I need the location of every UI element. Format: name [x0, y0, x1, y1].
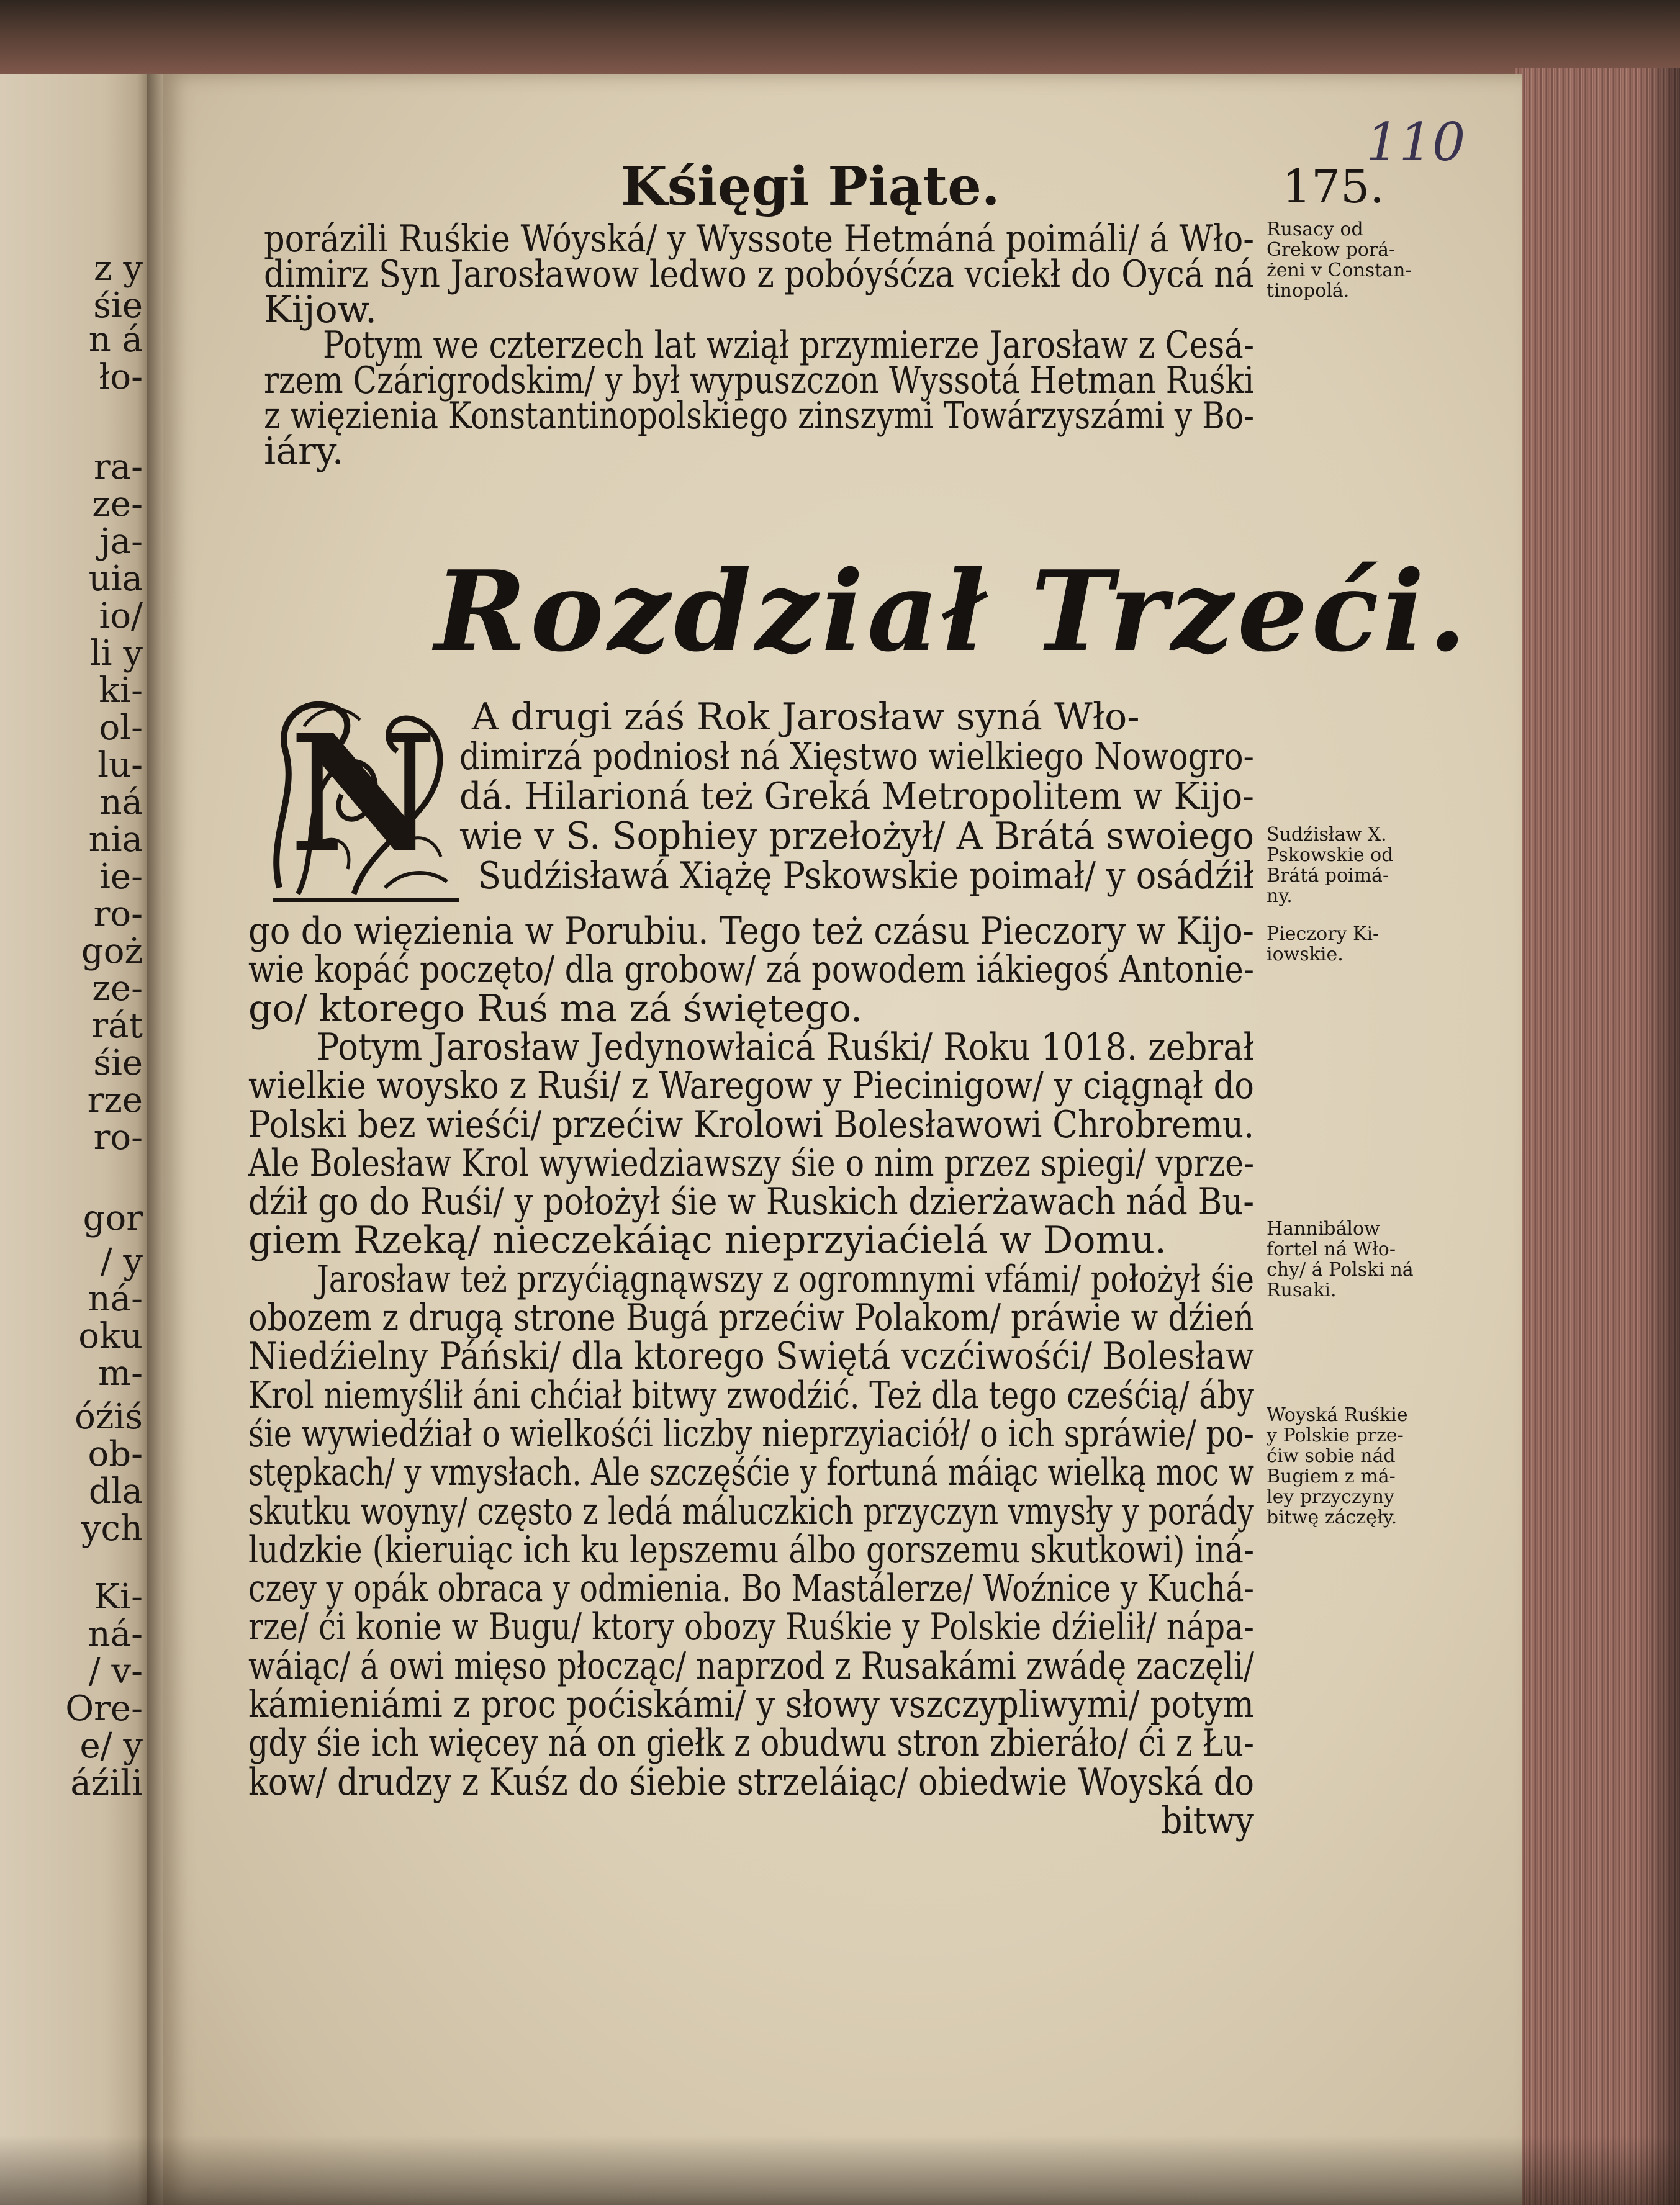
text-line: rze/ ći konie w Bugu/ ktory obozy Ruśkie y Polskie dźielił/ nápa-: [248, 1605, 1254, 1649]
left-page-fragment: ná: [99, 782, 143, 823]
marginal-note-line: Bugiem z má-: [1267, 1466, 1396, 1487]
marginal-note-line: tinopolá.: [1267, 280, 1350, 302]
marginal-note-line: chy/ á Polski ná: [1267, 1259, 1414, 1281]
text-line: czey y opák obraca y odmienia. Bo Mastálerze/ Woźnice y Kuchá-: [248, 1567, 1254, 1611]
text-line: śie wywiedźiał o wielkośći liczby nieprzyiaciół/ o ich spráwie/ po-: [248, 1412, 1254, 1456]
marginal-note-line: y Polskie prze-: [1267, 1425, 1404, 1446]
left-page-fragment: rát: [91, 1006, 143, 1046]
text-line: Niedźielny Páński/ dla ktorego Swiętá vczćiwośći/ Bolesław: [248, 1335, 1254, 1379]
left-page-fragment: nia: [88, 819, 143, 860]
left-page-fragment: li y: [89, 633, 143, 674]
text-line: Jarosław też przyćiągnąwszy z ogromnymi vfámi/ położył śie: [317, 1257, 1254, 1301]
marginal-note-line: fortel ná Wło-: [1267, 1238, 1396, 1260]
marginal-note-line: Sudźisław X.: [1267, 824, 1387, 845]
marginal-note-line: żeni v Constan-: [1267, 259, 1412, 281]
text-line: Kijow.: [264, 288, 377, 331]
text-line: giem Rzeką/ nieczekáiąc nieprzyiaćielá w Domu.: [248, 1219, 1167, 1263]
text-line: gdy śie ich więcey ná on giełk z obudwu stron zbieráło/ ći z Łu-: [248, 1721, 1254, 1765]
left-page-fragment: gor: [83, 1198, 143, 1238]
left-page-fragment: lu-: [97, 745, 143, 785]
left-page-fragment: uia: [88, 559, 143, 599]
text-line: Ale Bolesław Krol wywiedziawszy śie o nim przez spiegi/ vprze-: [248, 1141, 1254, 1185]
marginal-note-line: Brátá poimá-: [1267, 865, 1389, 886]
chapter-title: Rozdział Trzeći.: [435, 546, 1471, 676]
text-line: dźił go do Ruśi/ y położył śie w Ruskich dzierżawach nád Bu-: [248, 1180, 1254, 1224]
text-line: Polski bez wieśći/ przećiw Krolowi Bolesławowi Chrobremu.: [248, 1102, 1254, 1147]
left-page-fragment: ro-: [93, 1117, 143, 1158]
text-line: z więzienia Konstantinopolskiego zinszymi Towárzyszámi y Bo-: [264, 394, 1254, 438]
text-line: kámieniámi z proc poćiskámi/ y słowy vszczypliwymi/ potym: [248, 1683, 1254, 1726]
book-fore-edge: [1515, 68, 1680, 2205]
text-line: skutku woyny/ często z ledá máluczkich przyczyn vmysły y porády: [248, 1489, 1254, 1533]
marginal-note-line: Rusacy od: [1267, 219, 1363, 240]
marginal-note-line: bitwę záczęły.: [1267, 1507, 1398, 1528]
text-line: iáry.: [264, 430, 344, 473]
text-line: go do więzienia w Porubiu. Tego też czásu Pieczory w Kijo-: [248, 909, 1254, 953]
left-page-fragment: dla: [88, 1471, 143, 1512]
left-page-fragment: ol-: [99, 708, 143, 748]
left-page-fragment: Ore-: [65, 1689, 143, 1729]
left-page-fragment: ło-: [99, 357, 143, 397]
text-line: wáiąc/ á owi mięso płocząc/ naprzod z Rusakámi zwádę zaczęli/: [248, 1644, 1254, 1688]
running-head: Kśięgi Piąte.: [621, 155, 1000, 218]
left-page-fragment: śie: [93, 1043, 143, 1083]
text-line: Sudźisławá Xiążę Pskowskie poimał/ y osádźił: [478, 854, 1254, 898]
left-page-fragment: ná-: [88, 1614, 143, 1654]
text-line: wielkie woysko z Ruśi/ z Waregow y Piecinigow/ y ciągnął do: [248, 1064, 1254, 1108]
marginal-note-line: Hannibálow: [1267, 1218, 1380, 1240]
decorated-initial: [261, 683, 466, 913]
left-page-fragment: rze: [87, 1080, 143, 1121]
bottom-shadow: [0, 2135, 1680, 2205]
left-page-fragment: śie: [93, 286, 143, 326]
left-page-fragment: ná-: [88, 1279, 143, 1319]
marginal-note-line: Grekow porá-: [1267, 239, 1396, 261]
left-page-fragment: m-: [97, 1353, 143, 1394]
text-line: dá. Hilarioná też Greká Metropolitem w Kijo-: [459, 775, 1254, 818]
text-line: A drugi záś Rok Jarosław syná Wło-: [472, 695, 1140, 739]
left-page-fragment: Ki-: [94, 1577, 143, 1617]
left-page-fragment: z y: [94, 248, 143, 289]
text-line: kow/ drudzy z Kuśz do śiebie strzeláiąc/ obiedwie Woyská do: [248, 1760, 1254, 1804]
text-line: Potym Jarosław Jedynowłaicá Ruśki/ Roku 1018. zebrał: [317, 1025, 1254, 1069]
marginal-note-line: Woyská Ruśkie: [1267, 1404, 1408, 1426]
left-page-fragment: ze-: [92, 484, 143, 525]
text-line: Krol niemyślił áni chćiał bitwy zwodźić. Też dla tego cześćią/ áby: [248, 1373, 1254, 1417]
marginal-note-line: ley przyczyny: [1267, 1486, 1394, 1508]
marginal-note-line: Pieczory Ki-: [1267, 923, 1380, 945]
left-page-fragment: ja-: [99, 521, 143, 562]
left-page-fragment: áźili: [70, 1763, 143, 1803]
left-page-text-fragments: [0, 0, 147, 2205]
left-page-fragment: óźiś: [75, 1397, 143, 1437]
left-page-fragment: ob-: [88, 1434, 143, 1474]
text-line: rzem Czárigrodskim/ y był wypuszczon Wyssotá Hetman Ruśki: [264, 359, 1254, 402]
left-page-fragment: e/ y: [79, 1726, 143, 1766]
text-line: ludzkie (kieruiąc ich ku lepszemu álbo gorszemu skutkowi) iná-: [248, 1528, 1254, 1572]
marginal-note-line: ćiw sobie nád: [1267, 1445, 1396, 1467]
left-page-fragment: / y: [100, 1242, 143, 1282]
marginal-note-line: iowskie.: [1267, 944, 1344, 965]
text-line: Potym we czterzech lat wziął przymierze Jarosław z Cesá-: [323, 323, 1254, 367]
left-page-fragment: goż: [81, 931, 143, 972]
handwritten-folio-number: 110: [1366, 112, 1466, 173]
left-page-fragment: ze-: [92, 968, 143, 1009]
text-line: bitwy: [1161, 1798, 1254, 1842]
left-page-fragment: ro-: [93, 894, 143, 934]
text-line: dimirzá podniosł ná Xięstwo wielkiego Nowogro-: [459, 735, 1254, 778]
left-page-fragment: n á: [88, 320, 143, 360]
left-page-fragment: / v-: [88, 1651, 143, 1692]
text-line: go/ ktorego Ruś ma zá świętego.: [248, 986, 863, 1030]
left-page-fragment: ra-: [93, 447, 143, 487]
left-page-fragment: ych: [81, 1508, 143, 1549]
left-page-fragment: io/: [99, 596, 143, 636]
left-page-fragment: oku: [78, 1316, 143, 1356]
text-line: dimirz Syn Jarosławow ledwo z pobóyśćza vciekł do Oycá ná: [264, 253, 1254, 296]
left-page-fragment: ki-: [99, 670, 143, 711]
text-line: wie v S. Sophiey przełożył/ A Brátá swoiego: [459, 814, 1254, 858]
page-number: 175.: [1282, 160, 1384, 214]
text-line: obozem z drugą strone Bugá przećiw Polakom/ práwie w dźień: [248, 1296, 1254, 1340]
text-line: stępkach/ y vmysłach. Ale szczęśćie y fortuná máiąc wielką moc w: [248, 1451, 1254, 1495]
marginal-note-line: Pskowskie od: [1267, 844, 1394, 866]
marginal-note-line: ny.: [1267, 885, 1293, 907]
left-page-fragment: ie-: [99, 857, 143, 897]
text-line: porázili Ruśkie Wóyská/ y Wyssote Hetmáná poimáli/ á Wło-: [264, 217, 1254, 261]
initial-letter: N: [289, 700, 437, 889]
text-line: wie kopáć poczęto/ dla grobow/ zá powodem iákiegoś Antonie-: [248, 948, 1254, 992]
marginal-note-line: Rusaki.: [1267, 1279, 1337, 1301]
